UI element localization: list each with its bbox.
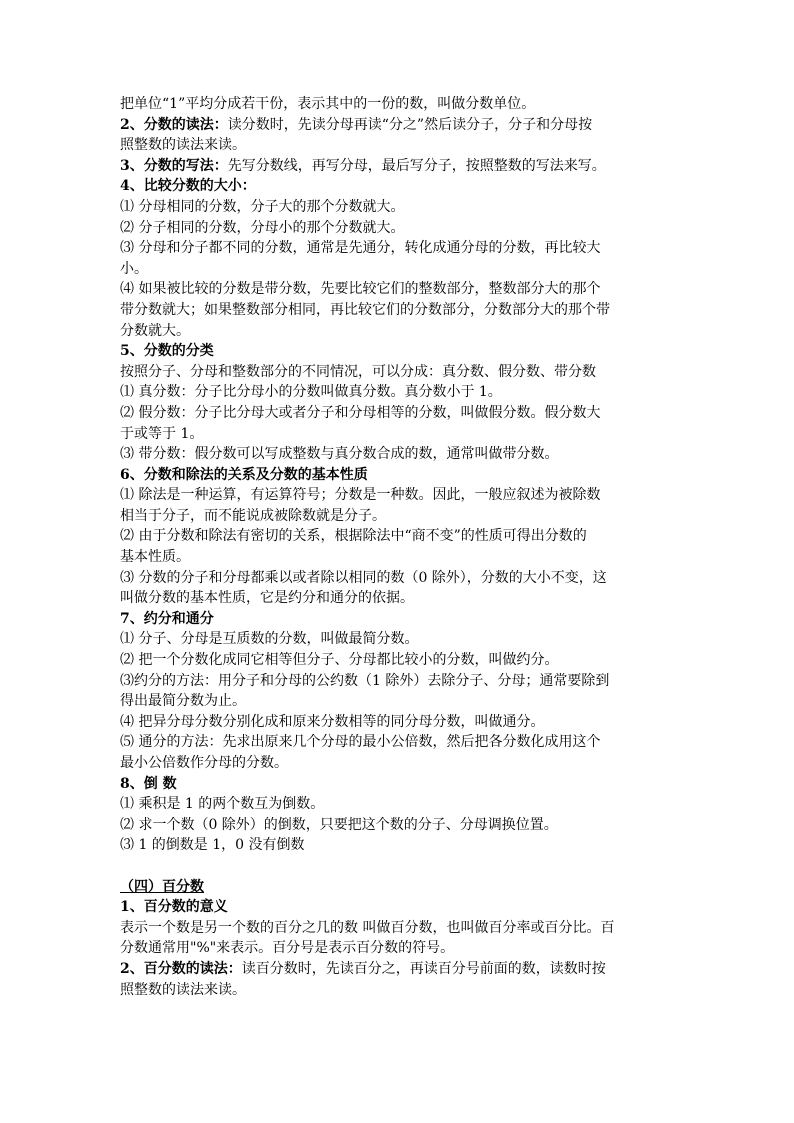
text-line — [120, 218, 680, 239]
text-line — [120, 506, 680, 527]
heading-text: 7、约分和通分 — [120, 610, 214, 627]
text-line — [120, 238, 680, 259]
body-text: ⑷ 如果被比较的分数是带分数，先要比较它们的整数部分，整数部分大的那个 — [120, 281, 601, 298]
heading-line — [120, 341, 680, 362]
document-body — [120, 94, 680, 1000]
text-line — [120, 650, 680, 671]
body-text: 读百分数时，先读百分之，再读百分号前面的数，读数时按 — [241, 960, 606, 977]
body-text: 得出最简分数为止。 — [120, 693, 246, 710]
body-text: ⑶约分的方法：用分子和分母的公约数（1 除外）去除分子、分母；通常要除到 — [120, 672, 610, 689]
heading-line — [120, 176, 680, 197]
body-text: ⑴ 乘积是 1 的两个数互为倒数。 — [120, 796, 325, 813]
body-text: ⑸ 通分的方法：先求出原来几个分母的最小公倍数，然后把各分数化成用这个 — [120, 734, 601, 751]
body-text: ⑵ 把一个分数化成同它相等但分子、分母都比较小的分数，叫做约分。 — [120, 652, 559, 669]
text-line — [120, 815, 680, 836]
heading-text: 2、百分数的读法： — [120, 960, 242, 977]
body-text: 带分数就大；如果整数部分相同，再比较它们的分数部分，分数部分大的那个带 — [120, 301, 610, 318]
heading-text: 5、分数的分类 — [120, 343, 214, 360]
text-line — [120, 485, 680, 506]
text-line — [120, 712, 680, 733]
text-line — [120, 94, 680, 115]
heading-line — [120, 115, 680, 136]
body-text: ⑴ 除法是一种运算，有运算符号；分数是一种数。因此，一般应叙述为被除数 — [120, 487, 601, 504]
text-line — [120, 197, 680, 218]
body-text: ⑴ 分母相同的分数，分子大的那个分数就大。 — [120, 198, 405, 215]
body-text: ⑵ 由于分数和除法有密切的关系，根据除法中“商不变”的性质可得出分数的 — [120, 528, 587, 545]
body-text: 照整数的读法来读。 — [120, 981, 246, 998]
body-text: 分数就大。 — [120, 322, 190, 339]
body-text: ⑷ 把异分母分数分别化成和原来分数相等的同分母分数，叫做通分。 — [120, 713, 545, 730]
text-line — [120, 444, 680, 465]
text-line — [120, 938, 680, 959]
text-line — [120, 568, 680, 589]
text-line — [120, 588, 680, 609]
text-line — [120, 300, 680, 321]
heading-line — [120, 897, 680, 918]
heading-line — [120, 774, 680, 795]
text-line — [120, 279, 680, 300]
heading-line — [120, 465, 680, 486]
text-line — [120, 259, 680, 280]
body-text: ⑶ 分数的分子和分母都乘以或者除以相同的数（0 除外），分数的大小不变，这 — [120, 569, 607, 586]
section-title-text: （四）百分数 — [120, 878, 204, 895]
heading-line — [120, 609, 680, 630]
body-text: 表示一个数是另一个数的百分之几的数 叫做百分数，也叫做百分率或百分比。百 — [120, 919, 615, 936]
text-line — [120, 835, 680, 856]
body-text: 照整数的读法来读。 — [120, 137, 246, 154]
heading-line — [120, 959, 680, 980]
text-line — [120, 671, 680, 692]
heading-text: 6、分数和除法的关系及分数的基本性质 — [120, 466, 368, 483]
text-line — [120, 403, 680, 424]
body-text: ⑴ 分子、分母是互质数的分数，叫做最简分数。 — [120, 631, 419, 648]
body-text: ⑴ 真分数：分子比分母小的分数叫做真分数。真分数小于 1。 — [120, 384, 502, 401]
text-line — [120, 732, 680, 753]
text-line — [120, 526, 680, 547]
text-line — [120, 629, 680, 650]
heading-text: 1、百分数的意义 — [120, 899, 228, 916]
body-text: 把单位“1”平均分成若干份，表示其中的一份的数，叫做分数单位。 — [120, 96, 536, 112]
text-line — [120, 362, 680, 383]
text-line — [120, 547, 680, 568]
body-text: 基本性质。 — [120, 549, 190, 566]
text-line — [120, 424, 680, 445]
heading-text: 8、倒 数 — [120, 775, 177, 792]
body-text: ⑶ 1 的倒数是 1，0 没有倒数 — [120, 837, 305, 854]
body-text: ⑵ 假分数：分子比分母大或者分子和分母相等的分数，叫做假分数。假分数大 — [120, 404, 601, 421]
body-text: 最小公倍数作分母的分数。 — [120, 755, 288, 771]
blank-line — [120, 856, 680, 877]
text-line — [120, 753, 680, 774]
heading-line — [120, 156, 680, 177]
text-line — [120, 135, 680, 156]
heading-text: 4、比较分数的大小： — [120, 178, 256, 195]
body-text: 相当于分子，而不能说成被除数就是分子。 — [120, 507, 386, 524]
heading-text: 2、分数的读法： — [120, 116, 228, 133]
body-text: 于或等于 1。 — [120, 425, 204, 442]
body-text: 先写分数线，再写分母，最后写分子，按照整数的写法来写。 — [227, 157, 606, 174]
text-line — [120, 321, 680, 342]
text-line — [120, 691, 680, 712]
heading-text: 3、分数的写法： — [120, 157, 228, 174]
body-text: 叫做分数的基本性质，它是约分和通分的依据。 — [120, 590, 414, 607]
text-line — [120, 382, 680, 403]
text-line — [120, 980, 680, 1001]
body-text: 读分数时，先读分母再读“分之”然后读分子，分子和分母按 — [227, 116, 593, 133]
body-text: ⑶ 带分数：假分数可以写成整数与真分数合成的数，通常叫做带分数。 — [120, 446, 559, 463]
section-title — [120, 877, 680, 898]
body-text: ⑵ 求一个数（0 除外）的倒数，只要把这个数的分子、分母调换位置。 — [120, 816, 558, 833]
body-text: 按照分子、分母和整数部分的不同情况，可以分成：真分数、假分数、带分数 — [120, 363, 596, 380]
body-text: 小。 — [120, 260, 148, 277]
text-line — [120, 794, 680, 815]
body-text: ⑶ 分母和分子都不同的分数，通常是先通分，转化成通分母的分数，再比较大 — [120, 240, 601, 257]
body-text: ⑵ 分子相同的分数，分母小的那个分数就大。 — [120, 219, 405, 236]
text-line — [120, 918, 680, 939]
body-text: 分数通常用"%"来表示。百分号是表示百分数的符号。 — [120, 940, 455, 957]
